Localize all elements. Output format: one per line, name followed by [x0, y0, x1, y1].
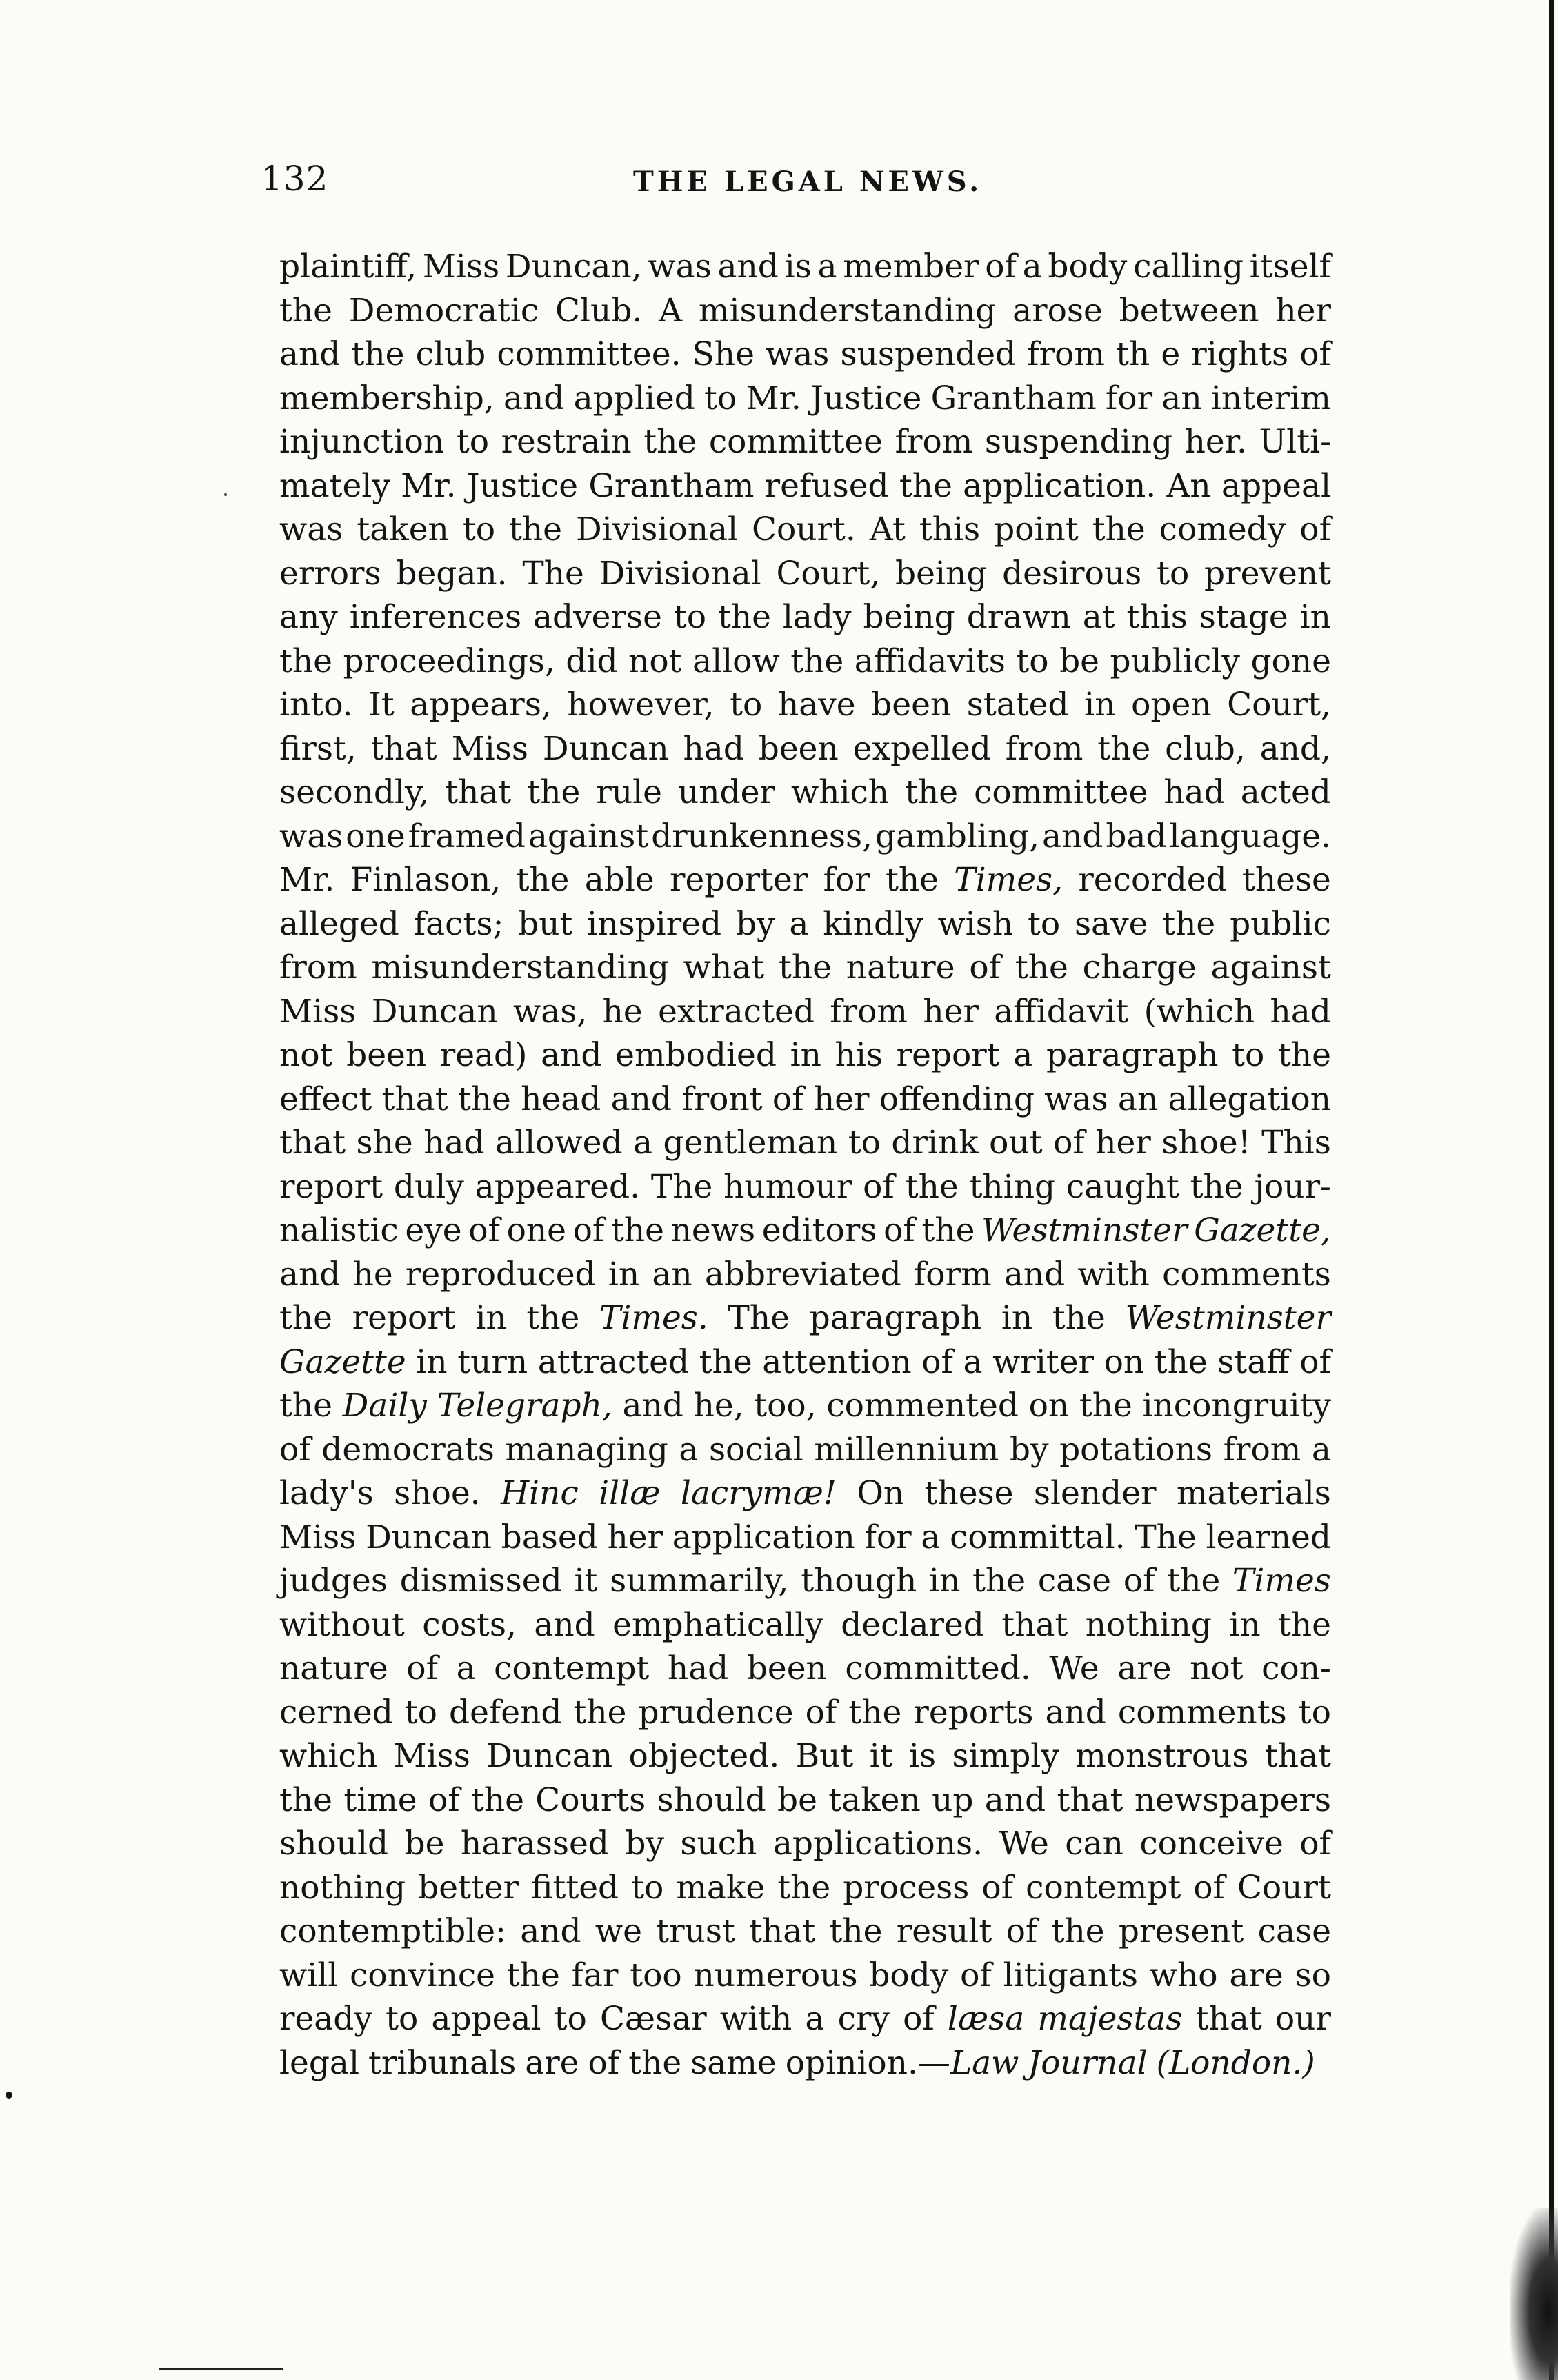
text-line: nothing better fitted to make the process of contempt of Court: [279, 1868, 1331, 1907]
text-line: nalistic eye of one of the news editors of the Westminster Gazette,: [279, 1211, 1331, 1249]
text-line: errors began. The Divisional Court, being desirous to prevent: [279, 554, 1331, 593]
text-line: effect that the head and front of her offending was an allegation: [279, 1080, 1331, 1118]
text-line: which Miss Duncan objected. But it is simply monstrous that: [279, 1737, 1331, 1775]
text-line: without costs, and emphatically declared that nothing in the: [279, 1605, 1331, 1644]
page-edge-smudge: [1510, 2208, 1558, 2380]
text-line: alleged facts; but inspired by a kindly wish to save the public: [279, 904, 1331, 943]
text-line: contemptible: and we trust that the result of the present case: [279, 1912, 1331, 1950]
text-line: judges dismissed it summarily, though in the case of the Times: [279, 1562, 1331, 1600]
text-line: not been read) and embodied in his report a paragraph to the: [279, 1036, 1331, 1074]
text-line: first, that Miss Duncan had been expelled from the club, and,: [279, 729, 1331, 768]
page-header: [261, 153, 1337, 208]
text-line: nature of a contempt had been committed. We are not con-: [279, 1649, 1331, 1687]
text-line: secondly, that the rule under which the committee had acted: [279, 773, 1331, 811]
text-line: lady's shoe. Hinc illæ lacrymæ! On these slender materials: [279, 1474, 1331, 1512]
text-line: was one framed against drunkenness, gambling, and bad language.: [279, 817, 1331, 855]
text-line: and the club committee. She was suspended from th e rights of: [279, 335, 1331, 373]
text-line: injunction to restrain the committee from suspending her. Ulti-: [279, 423, 1331, 461]
text-line: mately Mr. Justice Grantham refused the application. An appeal: [279, 466, 1331, 505]
text-line: Gazette in turn attracted the attention of a writer on the staff of: [279, 1342, 1331, 1381]
text-line: any inferences adverse to the lady being drawn at this stage in: [279, 598, 1331, 636]
text-line: Miss Duncan was, he extracted from her affidavit (which had: [279, 992, 1331, 1031]
text-line: the Daily Telegraph, and he, too, commented on the incongruity: [279, 1387, 1331, 1425]
text-line: cerned to defend the prudence of the reports and comments to: [279, 1693, 1331, 1732]
article-text: [279, 245, 1331, 2085]
scan-speck-small: [224, 493, 227, 496]
text-line: the Democratic Club. A misunderstanding arose between her: [279, 291, 1331, 330]
text-line: that she had allowed a gentleman to drink out of her shoe! This: [279, 1124, 1331, 1162]
page-edge-shadow: [1549, 0, 1554, 2380]
text-line: will convince the far too numerous body of litigants who are so: [279, 1956, 1331, 1994]
text-line: Mr. Finlason, the able reporter for the Times, recorded these: [279, 861, 1331, 899]
text-line: was taken to the Divisional Court. At this point the comedy of: [279, 510, 1331, 548]
text-line: report duly appeared. The humour of the thing caught the jour-: [279, 1167, 1331, 1206]
text-line: plaintiff, Miss Duncan, was and is a member of a body calling itself: [279, 248, 1331, 286]
text-line: ready to appeal to Cæsar with a cry of læsa majestas that our: [279, 2000, 1331, 2038]
scan-mark: [159, 2368, 283, 2370]
text-line: from misunderstanding what the nature of the charge against: [279, 949, 1331, 986]
text-line: legal tribunals are of the same opinion.—Law Journal (London.): [279, 2043, 1315, 2082]
scan-speck: [6, 2092, 12, 2099]
text-line: the proceedings, did not allow the affidavits to be publicly gone: [279, 642, 1331, 680]
text-line: into. It appears, however, to have been stated in open Court,: [279, 686, 1331, 724]
text-line: should be harassed by such applications. We can conceive of: [279, 1825, 1331, 1863]
text-line: the report in the Times. The paragraph in the Westminster: [279, 1299, 1331, 1337]
text-line: membership, and applied to Mr. Justice Grantham for an interim: [279, 379, 1331, 417]
text-line: and he reproduced in an abbreviated form and with comments: [279, 1255, 1331, 1293]
running-head: THE LEGAL NEWS.: [633, 166, 983, 198]
text-line: of democrats managing a social millennium by potations from a: [279, 1430, 1331, 1469]
text-line: Miss Duncan based her application for a committal. The learned: [279, 1518, 1331, 1556]
text-line: the time of the Courts should be taken up and that newspapers: [279, 1781, 1331, 1819]
page-number: 132: [261, 159, 329, 199]
